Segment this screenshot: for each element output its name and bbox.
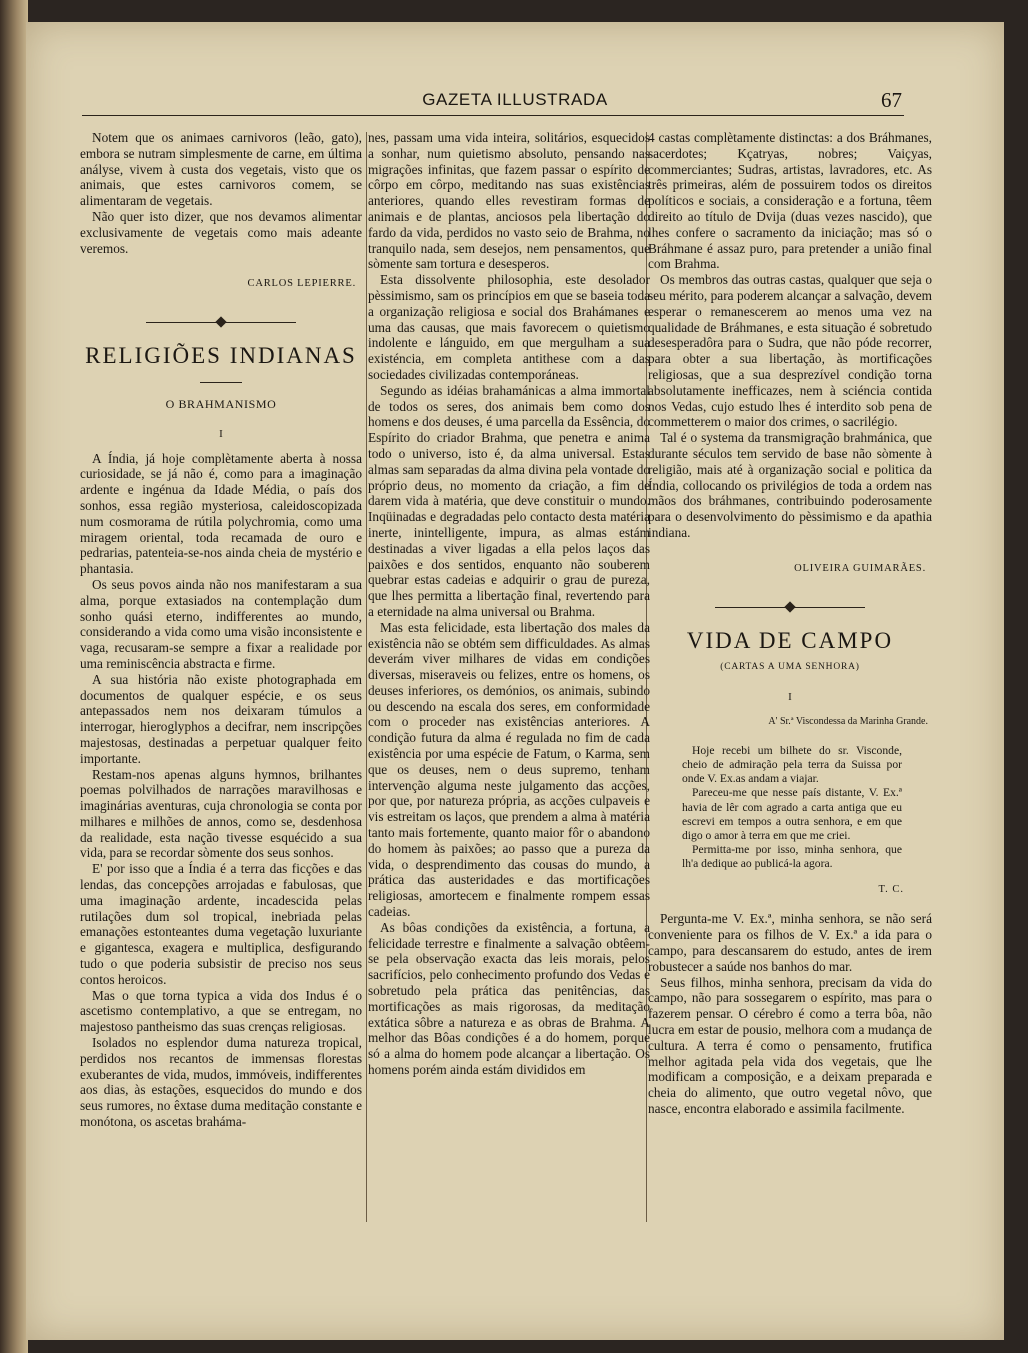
paragraph: Segundo as idéias brahamánicas a alma immortal de todos os seres, dos animais bem como dos homens e dos deuses, é uma parcella da Essência, do Espírito do criador Brahma, que penetra e anima todo o universo, isto é, da alma universal. Estas almas sam separadas da alma divina pela vontade do próprio deus, no momento da criação, a fim de darem vida à matéria, que deve constituir o mundo. Inqüinadas e degradadas pelo contacto desta matéria inerte, inintelligente, impura, as almas estám destinadas a viver ligadas a ella pelos laços das paixões e dos sentidos, enquanto não souberem quebrar estas cadeias e adquirir o grau de pureza, que lhes permitta a libertação final, revertendo para a eternidade na alma universal ou Brahma. <box>368 382 650 619</box>
page-number: 67 <box>881 88 902 112</box>
column-3 <box>648 130 932 1117</box>
paragraph: 4 castas complètamente distinctas: a dos Bráhmanes, sacerdotes; Kçatryas, nobres; Vaiçyas, commerciantes; Sudras, artistas, lavradores, etc. As três primeiras, além de possuirem todos os direitos políticos e sociais, a consideração e a fortuna, têem direito ao título de Dvija (duas vezes nascido), que lhes confere o sacramento da iniciação; mas só o Bráhmane é assaz puro, para pretender a união final com Brahma. <box>648 130 932 272</box>
paragraph: Mas o que torna typica a vida dos Indus é o ascetismo contemplativo, a que se entregam, no majestoso pantheismo das suas crenças religiosas. <box>80 987 362 1035</box>
dedicatory-letter <box>648 744 932 872</box>
article-signature: OLIVEIRA GUIMARÃES. <box>794 562 926 574</box>
paragraph: Os seus povos ainda não nos manifestaram a sua alma, porque extasiados na contemplação dum sonho quási eterno, indifferentes ao mundo, considerando a vida como uma visão inconsistente e vaga, recusaram-se sempre a fixar a realidade por uma reminiscência abstracta e firme. <box>80 576 362 671</box>
paragraph: Os membros das outras castas, qualquer que seja o seu mérito, para poderem alcançar a salvação, devem esperar o remanescerem ao menos uma vez na qualidade de Bráhmanes, e esta situação é sobretudo desesperadôra para o Sudra, que não póde recorrer, para obter a sua libertação, às mortificações religiosas, que a sua desprezível condição torna absolutamente inefficazes, nem à sciéncia contida nos Vedas, cujo estudo lhes é interdito sob pena de commetterem o maior dos crimes, o sacrilégio. <box>648 272 932 430</box>
publication-title: GAZETA ILLUSTRADA <box>422 90 608 109</box>
section-subtitle: O BRAHMANISMO <box>165 396 277 411</box>
paragraph: Esta dissolvente philosophia, este desolador pèssimismo, sam os princípios em que se baseia toda a organização religiosa e social dos Brahámanes e uma das causas, que mais favorecem o quietismo indolente e lánguido, em que mergulham a sua existéncia, em completa antithese com a das sociedades civilizadas contemporáneas. <box>368 272 650 382</box>
letter-initials: T. C. <box>878 883 904 895</box>
paragraph: A Índia, já hoje complètamente aberta à nossa curiosidade, se já não é, como para a imaginação ardente e ingénua da Idade Média, o país dos sonhos, essa região mysteriosa, caleidoscopizada num cosmorama de rútila polychromia, como uma miragem oriental, toda recamada de ouro e pedrarias, patenteia-se-nos ainda cheia de mystério e phantasia. <box>80 450 362 577</box>
paragraph: Pergunta-me V. Ex.ª, minha senhora, se não será conveniente para os filhos de V. Ex.ª a ida para o campo, para descansarem do estudo, antes de irem robustecer a saúde nos banhos do mar. <box>648 911 932 974</box>
chapter-numeral: I <box>788 691 792 704</box>
chapter-numeral: I <box>219 427 223 440</box>
letter-body <box>648 911 932 1116</box>
running-head <box>26 88 1004 110</box>
paragraph: Pareceu-me que nesse país distante, V. Ex.ª havia de lêr com agrado a carta antiga que eu escrevi em tempos a outra senhora, e em que digo o amor à terra em que me criei. <box>682 786 902 842</box>
section-title: RELIGIÕES INDIANAS <box>85 343 357 369</box>
paragraph: Permitta-me por isso, minha senhora, que lh'a dedique ao publicá-la agora. <box>682 843 902 871</box>
paragraph: Isolados no esplendor duma natureza tropical, perdidos nos recantos de immensas florestas exuberantes de vida, mudos, immóveis, indifferentes aos dias, às estações, esquecidos do mundo e dos seus rumores, no êxtase duma meditação constante e monótona, os ascetas braháma- <box>80 1035 362 1130</box>
section-subtitle: (CARTAS A UMA SENHORA) <box>720 662 860 673</box>
paragraph: Seus filhos, minha senhora, precisam da vida do campo, não para sossegarem o espírito, mas para o fazerem pensar. O cérebro é como a terra bôa, não lucra em estar de pousio, melhora com a mudança de cultura. A terra é como o pensamento, frutifica melhor agitada pela vida dos vegetais, que lhe modificam a composição, e a deixam preparada e cheia do alimento, que outro vegetal nôvo, que nasce, encontra elaborado e assimila facilmente. <box>648 974 932 1116</box>
section-ornament <box>715 601 865 615</box>
paragraph: E' por isso que a Índia é a terra das ficções e das lendas, das concepções arrojadas e fabulosas, que uma imaginação ardente, incadescida pelas rutilações dum sol tropical, inebriada pelas emanações estonteantes duma vegetação luxuriante e gigantesca, exagera e multiplica, desfigurando tudo o que poderia subsistir de preciso nos seus contos heroicos. <box>80 861 362 987</box>
column-2 <box>368 130 650 1078</box>
section-title: VIDA DE CAMPO <box>686 627 894 653</box>
paragraph: As bôas condições da existência, a fortuna, a felicidade terrestre e finalmente a salvação obtêem-se pela observação exacta das leis morais, pelos sacrifícios, pelo conhecimento profundo dos Vedas e sobretudo pela prática das penitências, das mortificações as mais rigorosas, da meditação extática sôbre a natureza e as obras de Brahma. A melhor das Bôas condições é a do homem, porque só a alma do homem pode alcançar a libertação. Os homens porém ainda estám divididos em <box>368 919 650 1078</box>
paragraph: A sua história não existe photographada em documentos de qualquer espécie, e os seus antepassados nem nos deixaram túmulos a interrogar, hieroglyphos a decifrar, nem inscripções majestosas, destinadas a perpetuar qualquer feito importante. <box>80 671 362 766</box>
paragraph: Restam-nos apenas alguns hymnos, brilhantes poemas polvilhados de narrações maravilhosas e imaginárias aventuras, cuja chronologia se conta por milhares e milhões de annos, como se, desdenhosa da realidade, esta nação tivesse esquécido a sua vida, para se recordar sòmente dos seus sonhos. <box>80 766 362 861</box>
column-divider <box>366 132 367 1222</box>
header-rule <box>82 115 904 116</box>
paragraph: Notem que os animaes carnivoros (leão, gato), embora se nutram simplesmente de carne, em última anályse, vivem à custa dos vegetais, visto que os animais, que estes carnivoros comem, se alimentaram de vegetais. <box>80 130 362 209</box>
paragraph: Hoje recebi um bilhete do sr. Visconde, cheio de admiração pela terra da Suissa por onde V. Ex.as andam a viajar. <box>682 743 902 786</box>
paragraph: Não quer isto dizer, que nos devamos alimentar exclusivamente de vegetais como mais adeante veremos. <box>80 208 362 256</box>
article-signature: CARLOS LEPIERRE. <box>247 278 356 290</box>
newspaper-page <box>26 22 1004 1340</box>
dedication: A' Sr.ª Viscondessa da Marinha Grande. <box>768 715 928 727</box>
paragraph: Mas esta felicidade, esta libertação dos males da existência não se obtém sem difficuldades. As almas deverám viver milhares de vidas em condições diversas, miseraveis ou felizes, entre os homens, os deuses inferiores, os demónios, os animais, subindo ou descendo na escala dos seres, em conformidade com o proceder nas existências anteriores. A condição futura da alma é regulada no fim de cada existência por uma espécie de Fatum, o Karma, sem que os deuses, nem o deus supremo, tenham intervenção alguma neste julgamento das acções, por que, por natureza própria, as acções culpaveis e vis estreitam os laços, que prendem a alma à matéria tanto mais fortemente, quanto maior fôr o abandono do homem às paixões; ao passo que a pureza da vida, o desprendimento das cousas do mundo, a prática das austeridades e das mortificações religiosas, amortecem e finalmente rompem essas cadeias. <box>368 619 650 920</box>
column-1 <box>80 130 362 1130</box>
title-rule <box>200 382 242 383</box>
section-ornament <box>146 316 296 330</box>
paragraph: nes, passam uma vida inteira, solitários, esquecidos a sonhar, num quietismo absoluto, pensando nas migrações infinitas, que fazem passar o espírito de côrpo em côrpo, meditando nas suas existências anteriores, quando elles revestiram formas de animais e de plantas, anciosos pela libertação do fardo da vida, perdidos no vasto seio de Brahma, no tranquilo nada, sem desejos, nem pensamentos, que sòmente sam tortura e desesperos. <box>368 130 650 272</box>
scan-binding-edge <box>0 0 28 1353</box>
paragraph: Tal é o systema da transmigração brahmánica, que durante séculos tem servido de base não sòmente à religião, mais até à organização social e politica da Índia, collocando os privilégios de toda a ordem nas mãos dos bráhmanes, contribuindo poderosamente para o desenvolvimento do pèssimismo e da apathia indiana. <box>648 430 932 540</box>
